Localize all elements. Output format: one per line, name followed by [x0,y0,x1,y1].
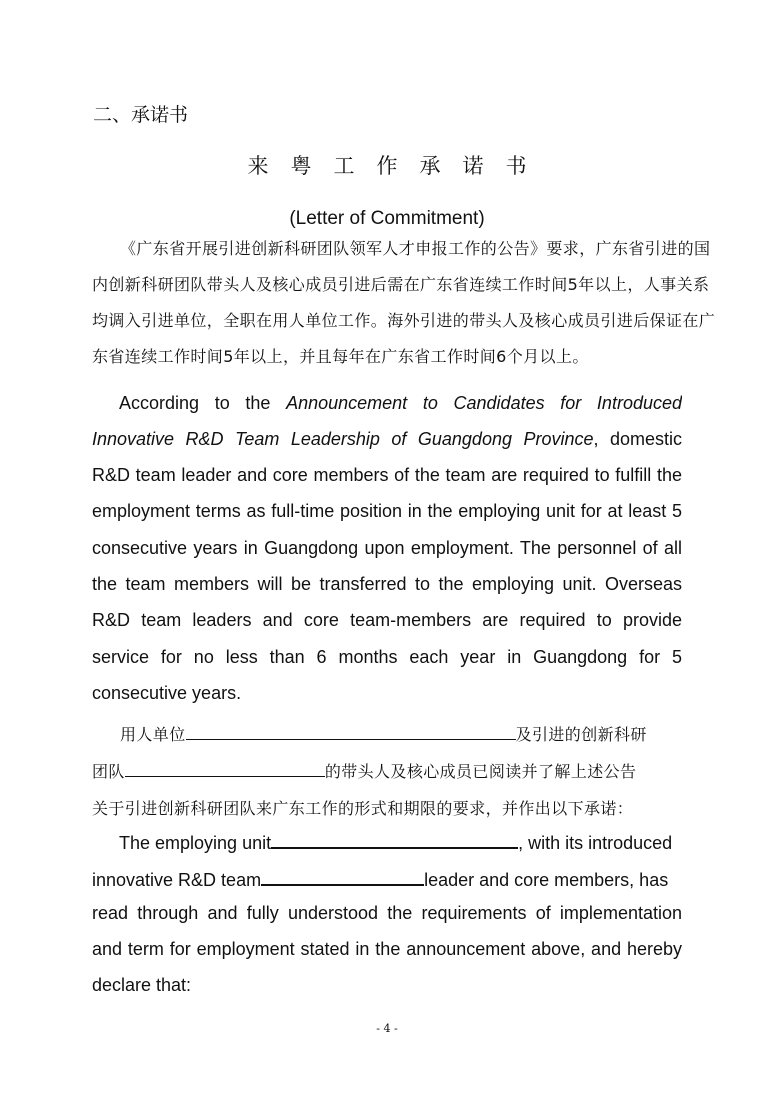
zh-para1-line: 内创新科研团队带头人及核心成员引进后需在广东省连续工作时间5年以上，人事关系 [92,275,710,294]
document-subtitle: (Letter of Commitment) [289,208,485,229]
en-text: According to the [119,393,287,413]
en-para1-line: the team members will be transferred to the employing unit. Overseas [92,574,682,594]
zh-para2-line [120,722,647,745]
zh-para2-line: 关于引进创新科研团队来广东工作的形式和期限的要求，并作出以下承诺： [92,799,634,818]
zh-text: 及引进的创新科研 [515,725,647,744]
team-name-blank-en[interactable] [261,866,424,886]
zh-text: 用人单位 [120,725,186,744]
en-para1-line: consecutive years. [92,683,242,703]
announcement-title-part: Innovative R&D Team Leadership of Guangdong Province [92,429,594,449]
zh-text: 的带头人及核心成员已阅读并了解上述公告 [324,762,637,781]
en-text: innovative R&D team [92,870,262,890]
en-para1-line: R&D team leaders and core team-members are required to provide [92,610,682,630]
en-para1-line [119,393,682,417]
en-text: , domestic [593,429,682,449]
en-para1-line: R&D team leader and core members of the team are required to fulfill the [92,465,682,485]
team-name-blank[interactable] [125,760,325,777]
employing-unit-blank[interactable] [186,723,516,740]
zh-para1-line: 均调入引进单位，全职在用人单位工作。海外引进的带头人及核心成员引进后保证在广 [92,311,716,330]
section-heading: 二、承诺书 [93,104,189,126]
en-para1-line: service for no less than 6 months each year in Guangdong for 5 [92,647,682,667]
zh-text: 团队 [92,762,125,781]
en-text: The employing unit [119,833,272,853]
en-text: leader and core members, has [424,870,669,890]
employing-unit-blank-en[interactable] [271,829,518,849]
document-title: 来粤工作承诺书 [247,154,549,178]
zh-para2-line [92,759,636,782]
en-para1-line [92,429,682,453]
page-number: - 4 - [376,1022,398,1035]
en-para1-line: employment terms as full-time position in the employing unit for at least 5 [92,501,682,521]
en-para2-line: and term for employment stated in the announcement above, and hereby [92,939,682,959]
en-text: , with its introduced [518,833,673,853]
en-para2-line [92,866,668,891]
zh-para1-line: 东省连续工作时间5年以上，并且每年在广东省工作时间6个月以上。 [92,347,589,366]
announcement-title-part: Announcement to Candidates for Introduced [286,393,682,413]
en-para1-line: consecutive years in Guangdong upon employment. The personnel of all [92,538,682,558]
en-para2-line: read through and fully understood the requirements of implementation [92,903,682,923]
en-para2-line: declare that: [92,975,192,995]
zh-para1-line: 《广东省开展引进创新科研团队领军人才申报工作的公告》要求，广东省引进的国 [120,239,711,258]
en-para2-line [119,829,672,854]
